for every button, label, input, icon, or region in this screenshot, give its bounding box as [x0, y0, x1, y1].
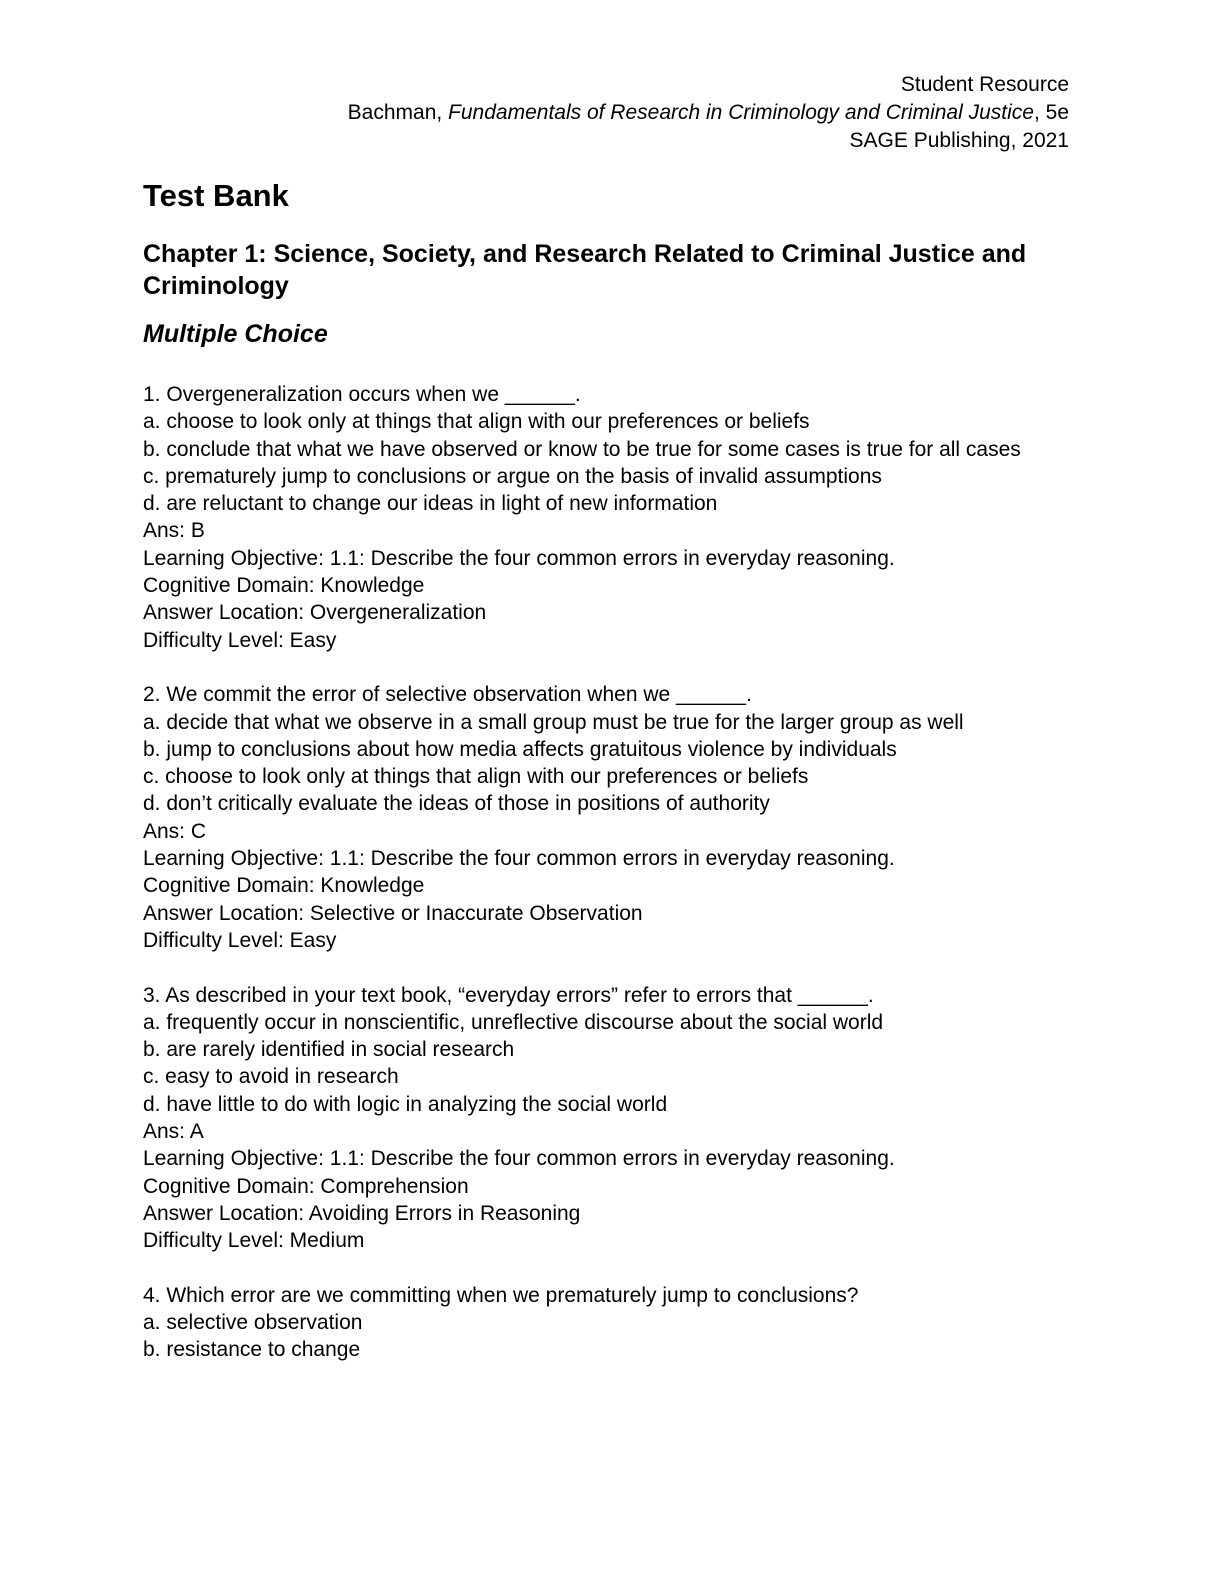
answer-option: b. conclude that what we have observed or know to be true for some cases is true for all cases: [143, 437, 1021, 461]
difficulty-level: Difficulty Level: Easy: [143, 928, 337, 952]
header-edition: , 5e: [1033, 101, 1069, 124]
answer-option: a. choose to look only at things that align with our preferences or beliefs: [143, 410, 810, 434]
answer-option: a. selective observation: [143, 1311, 363, 1335]
answer-option: b. resistance to change: [143, 1338, 361, 1362]
question-stem: 1. Overgeneralization occurs when we ______.: [143, 383, 581, 406]
answer-option: a. decide that what we observe in a small group must be true for the larger group as well: [143, 710, 964, 734]
answer-option: c. prematurely jump to conclusions or argue on the basis of invalid assumptions: [143, 464, 882, 488]
difficulty-level: Difficulty Level: Easy: [143, 628, 337, 652]
answer-option: d. are reluctant to change our ideas in light of new information: [143, 492, 718, 516]
answer-option: a. frequently occur in nonscientific, unreflective discourse about the social world: [143, 1010, 884, 1034]
chapter-title: Chapter 1: Science, Society, and Research Related to Criminal Justice and Criminology: [143, 240, 1027, 300]
correct-answer: Ans: C: [143, 819, 207, 843]
learning-objective: Learning Objective: 1.1: Describe the four common errors in everyday reasoning.: [143, 546, 895, 570]
cognitive-domain: Cognitive Domain: Comprehension: [143, 1174, 469, 1198]
cognitive-domain: Cognitive Domain: Knowledge: [143, 574, 425, 598]
answer-option: c. easy to avoid in research: [143, 1065, 399, 1089]
answer-location: Answer Location: Avoiding Errors in Reasoning: [143, 1201, 581, 1225]
question-4: [143, 1282, 1083, 1364]
learning-objective: Learning Objective: 1.1: Describe the four common errors in everyday reasoning.: [143, 847, 895, 871]
section-title: Multiple Choice: [143, 320, 328, 348]
header-book-citation: [348, 99, 1069, 127]
header-publisher: SAGE Publishing, 2021: [849, 129, 1069, 152]
answer-option: b. are rarely identified in social research: [143, 1038, 515, 1062]
document-header: [348, 71, 1069, 155]
question-3: [143, 982, 1083, 1255]
question-2: [143, 681, 1083, 954]
page-title: Test Bank: [143, 178, 289, 213]
header-resource-label: Student Resource: [900, 73, 1069, 96]
question-list: [143, 381, 1083, 1391]
question-stem: 2. We commit the error of selective observation when we ______.: [143, 683, 752, 707]
question-stem: 4. Which error are we committing when we prematurely jump to conclusions?: [143, 1283, 859, 1307]
difficulty-level: Difficulty Level: Medium: [143, 1229, 365, 1253]
answer-option: c. choose to look only at things that align with our preferences or beliefs: [143, 765, 809, 789]
learning-objective: Learning Objective: 1.1: Describe the four common errors in everyday reasoning.: [143, 1147, 895, 1171]
answer-location: Answer Location: Selective or Inaccurate Observation: [143, 901, 643, 925]
header-author: Bachman,: [347, 101, 449, 124]
question-1: [143, 381, 1083, 654]
header-book-title: Fundamentals of Research in Criminology and Criminal Justice: [448, 101, 1034, 124]
answer-option: d. have little to do with logic in analyzing the social world: [143, 1092, 668, 1116]
cognitive-domain: Cognitive Domain: Knowledge: [143, 874, 425, 898]
answer-option: b. jump to conclusions about how media affects gratuitous violence by individuals: [143, 737, 897, 761]
answer-option: d. don’t critically evaluate the ideas of those in positions of authority: [143, 792, 770, 816]
answer-location: Answer Location: Overgeneralization: [143, 601, 487, 625]
correct-answer: Ans: A: [143, 1120, 204, 1144]
question-stem: 3. As described in your text book, “everyday errors” refer to errors that ______.: [143, 983, 874, 1007]
correct-answer: Ans: B: [143, 519, 205, 543]
